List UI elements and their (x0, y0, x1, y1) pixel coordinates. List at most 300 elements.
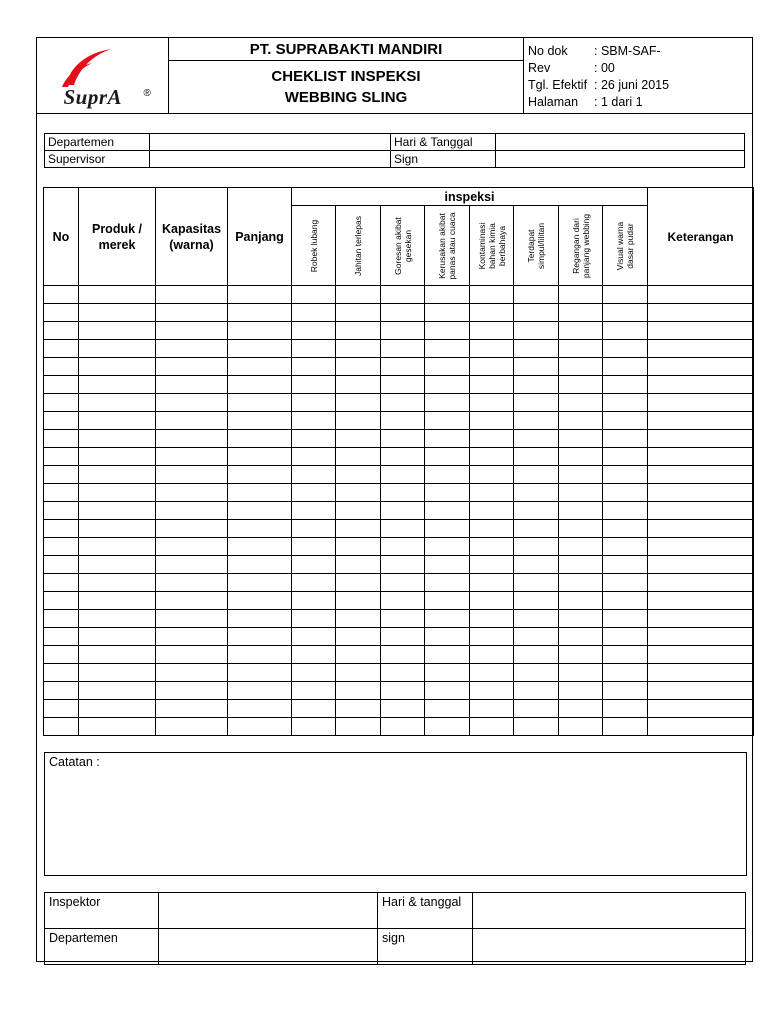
table-cell[interactable] (559, 304, 603, 322)
table-cell[interactable] (336, 412, 381, 430)
table-cell[interactable] (79, 574, 156, 592)
table-cell[interactable] (648, 592, 754, 610)
table-cell[interactable] (425, 682, 470, 700)
table-cell[interactable] (381, 610, 425, 628)
table-cell[interactable] (44, 646, 79, 664)
table-cell[interactable] (514, 376, 559, 394)
table-cell[interactable] (559, 574, 603, 592)
hari-tanggal-field-bottom[interactable] (473, 893, 746, 929)
sign-field-bottom[interactable] (473, 929, 746, 965)
inspektor-field[interactable] (159, 893, 378, 929)
table-cell[interactable] (381, 682, 425, 700)
table-cell[interactable] (381, 718, 425, 736)
table-cell[interactable] (381, 628, 425, 646)
table-cell[interactable] (559, 412, 603, 430)
table-cell[interactable] (514, 628, 559, 646)
table-cell[interactable] (470, 520, 514, 538)
sign-field[interactable] (496, 151, 745, 168)
table-cell[interactable] (156, 520, 228, 538)
table-cell[interactable] (44, 718, 79, 736)
table-cell[interactable] (292, 376, 336, 394)
table-cell[interactable] (603, 448, 648, 466)
table-cell[interactable] (44, 340, 79, 358)
table-cell[interactable] (603, 574, 648, 592)
table-cell[interactable] (292, 484, 336, 502)
table-cell[interactable] (559, 646, 603, 664)
table-cell[interactable] (381, 448, 425, 466)
table-cell[interactable] (44, 628, 79, 646)
table-cell[interactable] (648, 700, 754, 718)
table-cell[interactable] (648, 430, 754, 448)
table-cell[interactable] (292, 628, 336, 646)
table-cell[interactable] (470, 448, 514, 466)
table-cell[interactable] (648, 448, 754, 466)
table-cell[interactable] (559, 394, 603, 412)
table-cell[interactable] (648, 322, 754, 340)
table-cell[interactable] (336, 322, 381, 340)
table-cell[interactable] (156, 340, 228, 358)
table-cell[interactable] (425, 646, 470, 664)
table-cell[interactable] (648, 358, 754, 376)
table-cell[interactable] (514, 286, 559, 304)
table-cell[interactable] (381, 484, 425, 502)
table-cell[interactable] (44, 322, 79, 340)
table-cell[interactable] (425, 700, 470, 718)
table-cell[interactable] (228, 448, 292, 466)
table-cell[interactable] (79, 412, 156, 430)
table-cell[interactable] (603, 484, 648, 502)
table-cell[interactable] (425, 520, 470, 538)
table-cell[interactable] (559, 430, 603, 448)
table-cell[interactable] (228, 700, 292, 718)
table-cell[interactable] (292, 520, 336, 538)
table-cell[interactable] (228, 538, 292, 556)
table-cell[interactable] (336, 628, 381, 646)
table-cell[interactable] (470, 556, 514, 574)
table-cell[interactable] (381, 592, 425, 610)
table-cell[interactable] (514, 646, 559, 664)
table-cell[interactable] (292, 448, 336, 466)
table-cell[interactable] (514, 340, 559, 358)
table-cell[interactable] (292, 664, 336, 682)
table-cell[interactable] (470, 700, 514, 718)
table-cell[interactable] (603, 592, 648, 610)
table-cell[interactable] (514, 538, 559, 556)
table-cell[interactable] (228, 430, 292, 448)
table-cell[interactable] (648, 466, 754, 484)
table-cell[interactable] (44, 448, 79, 466)
table-cell[interactable] (425, 466, 470, 484)
table-cell[interactable] (470, 322, 514, 340)
table-cell[interactable] (470, 646, 514, 664)
table-cell[interactable] (470, 610, 514, 628)
table-cell[interactable] (603, 502, 648, 520)
table-cell[interactable] (44, 502, 79, 520)
table-cell[interactable] (425, 412, 470, 430)
table-cell[interactable] (470, 430, 514, 448)
table-cell[interactable] (514, 718, 559, 736)
table-cell[interactable] (44, 682, 79, 700)
table-cell[interactable] (648, 610, 754, 628)
table-cell[interactable] (648, 646, 754, 664)
table-cell[interactable] (79, 376, 156, 394)
table-cell[interactable] (79, 484, 156, 502)
table-cell[interactable] (603, 700, 648, 718)
table-cell[interactable] (228, 322, 292, 340)
table-cell[interactable] (514, 682, 559, 700)
table-cell[interactable] (425, 628, 470, 646)
table-cell[interactable] (336, 610, 381, 628)
table-cell[interactable] (79, 340, 156, 358)
table-cell[interactable] (228, 340, 292, 358)
table-cell[interactable] (292, 286, 336, 304)
table-cell[interactable] (292, 718, 336, 736)
table-cell[interactable] (514, 412, 559, 430)
table-cell[interactable] (79, 358, 156, 376)
table-cell[interactable] (559, 556, 603, 574)
table-cell[interactable] (44, 466, 79, 484)
table-cell[interactable] (381, 520, 425, 538)
table-cell[interactable] (336, 466, 381, 484)
table-cell[interactable] (648, 628, 754, 646)
table-cell[interactable] (648, 394, 754, 412)
table-cell[interactable] (292, 538, 336, 556)
table-cell[interactable] (79, 646, 156, 664)
table-cell[interactable] (44, 664, 79, 682)
table-cell[interactable] (470, 538, 514, 556)
table-cell[interactable] (336, 430, 381, 448)
table-cell[interactable] (425, 502, 470, 520)
table-cell[interactable] (336, 682, 381, 700)
table-cell[interactable] (44, 520, 79, 538)
table-cell[interactable] (292, 646, 336, 664)
table-cell[interactable] (156, 430, 228, 448)
table-cell[interactable] (648, 718, 754, 736)
table-cell[interactable] (336, 592, 381, 610)
table-cell[interactable] (79, 592, 156, 610)
table-cell[interactable] (336, 502, 381, 520)
table-cell[interactable] (559, 718, 603, 736)
table-cell[interactable] (156, 286, 228, 304)
table-cell[interactable] (603, 376, 648, 394)
table-cell[interactable] (603, 646, 648, 664)
table-cell[interactable] (648, 556, 754, 574)
table-cell[interactable] (228, 682, 292, 700)
table-cell[interactable] (292, 340, 336, 358)
table-cell[interactable] (425, 556, 470, 574)
table-cell[interactable] (425, 448, 470, 466)
table-cell[interactable] (425, 304, 470, 322)
table-cell[interactable] (381, 376, 425, 394)
table-cell[interactable] (44, 394, 79, 412)
table-cell[interactable] (648, 664, 754, 682)
table-cell[interactable] (381, 664, 425, 682)
table-cell[interactable] (648, 376, 754, 394)
table-cell[interactable] (44, 304, 79, 322)
table-cell[interactable] (44, 538, 79, 556)
table-cell[interactable] (514, 574, 559, 592)
table-cell[interactable] (470, 718, 514, 736)
table-cell[interactable] (559, 520, 603, 538)
table-cell[interactable] (79, 664, 156, 682)
table-cell[interactable] (470, 394, 514, 412)
table-cell[interactable] (514, 322, 559, 340)
table-cell[interactable] (292, 412, 336, 430)
table-cell[interactable] (470, 664, 514, 682)
table-cell[interactable] (559, 484, 603, 502)
table-cell[interactable] (514, 502, 559, 520)
table-cell[interactable] (425, 538, 470, 556)
table-cell[interactable] (559, 466, 603, 484)
table-cell[interactable] (381, 646, 425, 664)
table-cell[interactable] (425, 592, 470, 610)
table-cell[interactable] (336, 646, 381, 664)
table-cell[interactable] (44, 412, 79, 430)
table-cell[interactable] (79, 448, 156, 466)
table-cell[interactable] (603, 628, 648, 646)
table-cell[interactable] (603, 718, 648, 736)
table-cell[interactable] (79, 610, 156, 628)
table-cell[interactable] (156, 556, 228, 574)
table-cell[interactable] (425, 394, 470, 412)
table-cell[interactable] (156, 412, 228, 430)
table-cell[interactable] (44, 574, 79, 592)
table-cell[interactable] (228, 574, 292, 592)
table-cell[interactable] (156, 502, 228, 520)
table-cell[interactable] (559, 700, 603, 718)
table-cell[interactable] (381, 466, 425, 484)
table-cell[interactable] (44, 376, 79, 394)
table-cell[interactable] (44, 286, 79, 304)
table-cell[interactable] (336, 556, 381, 574)
table-cell[interactable] (292, 502, 336, 520)
table-cell[interactable] (648, 484, 754, 502)
table-cell[interactable] (514, 592, 559, 610)
table-cell[interactable] (514, 358, 559, 376)
table-cell[interactable] (603, 430, 648, 448)
table-cell[interactable] (156, 574, 228, 592)
table-cell[interactable] (336, 394, 381, 412)
table-cell[interactable] (156, 700, 228, 718)
table-cell[interactable] (514, 664, 559, 682)
table-cell[interactable] (292, 394, 336, 412)
table-cell[interactable] (470, 376, 514, 394)
table-cell[interactable] (381, 502, 425, 520)
table-cell[interactable] (79, 682, 156, 700)
table-cell[interactable] (156, 358, 228, 376)
table-cell[interactable] (79, 556, 156, 574)
table-cell[interactable] (603, 538, 648, 556)
table-cell[interactable] (228, 610, 292, 628)
table-cell[interactable] (559, 628, 603, 646)
departemen-field[interactable] (150, 134, 391, 151)
table-cell[interactable] (228, 502, 292, 520)
table-cell[interactable] (79, 394, 156, 412)
table-cell[interactable] (381, 700, 425, 718)
table-cell[interactable] (425, 376, 470, 394)
table-cell[interactable] (603, 304, 648, 322)
table-cell[interactable] (336, 700, 381, 718)
table-cell[interactable] (514, 394, 559, 412)
table-cell[interactable] (381, 340, 425, 358)
table-cell[interactable] (559, 610, 603, 628)
table-cell[interactable] (79, 700, 156, 718)
table-cell[interactable] (381, 286, 425, 304)
table-cell[interactable] (514, 304, 559, 322)
table-cell[interactable] (336, 718, 381, 736)
table-cell[interactable] (470, 304, 514, 322)
table-cell[interactable] (156, 466, 228, 484)
table-cell[interactable] (470, 484, 514, 502)
table-cell[interactable] (470, 286, 514, 304)
table-cell[interactable] (79, 430, 156, 448)
table-cell[interactable] (559, 664, 603, 682)
table-cell[interactable] (292, 430, 336, 448)
table-cell[interactable] (381, 304, 425, 322)
table-cell[interactable] (336, 376, 381, 394)
table-cell[interactable] (228, 304, 292, 322)
table-cell[interactable] (336, 358, 381, 376)
table-cell[interactable] (228, 628, 292, 646)
table-cell[interactable] (559, 340, 603, 358)
notes-box[interactable] (44, 752, 747, 876)
table-cell[interactable] (470, 682, 514, 700)
table-cell[interactable] (559, 448, 603, 466)
table-cell[interactable] (514, 556, 559, 574)
table-cell[interactable] (603, 358, 648, 376)
table-cell[interactable] (559, 538, 603, 556)
table-cell[interactable] (79, 520, 156, 538)
table-cell[interactable] (44, 430, 79, 448)
departemen-field-bottom[interactable] (159, 929, 378, 965)
table-cell[interactable] (425, 664, 470, 682)
table-cell[interactable] (381, 538, 425, 556)
table-cell[interactable] (156, 484, 228, 502)
table-cell[interactable] (156, 448, 228, 466)
table-cell[interactable] (425, 430, 470, 448)
table-cell[interactable] (44, 484, 79, 502)
table-cell[interactable] (156, 718, 228, 736)
table-cell[interactable] (648, 520, 754, 538)
table-cell[interactable] (514, 520, 559, 538)
table-cell[interactable] (336, 484, 381, 502)
table-cell[interactable] (79, 286, 156, 304)
table-cell[interactable] (603, 394, 648, 412)
table-cell[interactable] (603, 322, 648, 340)
table-cell[interactable] (603, 466, 648, 484)
table-cell[interactable] (44, 700, 79, 718)
table-cell[interactable] (603, 682, 648, 700)
table-cell[interactable] (292, 358, 336, 376)
table-cell[interactable] (156, 664, 228, 682)
table-cell[interactable] (425, 610, 470, 628)
table-cell[interactable] (648, 286, 754, 304)
table-cell[interactable] (79, 304, 156, 322)
table-cell[interactable] (292, 304, 336, 322)
table-cell[interactable] (79, 502, 156, 520)
table-cell[interactable] (425, 358, 470, 376)
table-cell[interactable] (79, 538, 156, 556)
table-cell[interactable] (292, 322, 336, 340)
table-cell[interactable] (156, 538, 228, 556)
table-cell[interactable] (648, 412, 754, 430)
table-cell[interactable] (381, 412, 425, 430)
table-cell[interactable] (514, 466, 559, 484)
table-cell[interactable] (336, 340, 381, 358)
table-cell[interactable] (425, 286, 470, 304)
table-cell[interactable] (44, 592, 79, 610)
table-cell[interactable] (381, 394, 425, 412)
table-cell[interactable] (228, 376, 292, 394)
table-cell[interactable] (228, 556, 292, 574)
table-cell[interactable] (156, 682, 228, 700)
table-cell[interactable] (44, 358, 79, 376)
table-cell[interactable] (425, 718, 470, 736)
table-cell[interactable] (292, 574, 336, 592)
table-cell[interactable] (156, 592, 228, 610)
table-cell[interactable] (228, 466, 292, 484)
table-cell[interactable] (603, 520, 648, 538)
table-cell[interactable] (228, 592, 292, 610)
table-cell[interactable] (156, 628, 228, 646)
table-cell[interactable] (336, 448, 381, 466)
table-cell[interactable] (514, 484, 559, 502)
table-cell[interactable] (156, 322, 228, 340)
table-cell[interactable] (648, 682, 754, 700)
table-cell[interactable] (228, 394, 292, 412)
table-cell[interactable] (336, 304, 381, 322)
table-cell[interactable] (292, 682, 336, 700)
table-cell[interactable] (292, 610, 336, 628)
table-cell[interactable] (470, 340, 514, 358)
table-cell[interactable] (381, 574, 425, 592)
table-cell[interactable] (228, 484, 292, 502)
table-cell[interactable] (79, 466, 156, 484)
table-cell[interactable] (425, 484, 470, 502)
table-cell[interactable] (603, 556, 648, 574)
table-cell[interactable] (292, 592, 336, 610)
table-cell[interactable] (79, 718, 156, 736)
table-cell[interactable] (603, 610, 648, 628)
table-cell[interactable] (381, 556, 425, 574)
table-cell[interactable] (156, 646, 228, 664)
table-cell[interactable] (156, 304, 228, 322)
table-cell[interactable] (514, 430, 559, 448)
table-cell[interactable] (425, 340, 470, 358)
table-cell[interactable] (603, 286, 648, 304)
table-cell[interactable] (228, 664, 292, 682)
table-cell[interactable] (514, 610, 559, 628)
table-cell[interactable] (603, 664, 648, 682)
hari-tanggal-field[interactable] (496, 134, 745, 151)
table-cell[interactable] (559, 358, 603, 376)
table-cell[interactable] (44, 610, 79, 628)
table-cell[interactable] (648, 340, 754, 358)
table-cell[interactable] (470, 412, 514, 430)
table-cell[interactable] (648, 304, 754, 322)
table-cell[interactable] (292, 700, 336, 718)
table-cell[interactable] (381, 322, 425, 340)
table-cell[interactable] (470, 358, 514, 376)
table-cell[interactable] (336, 664, 381, 682)
table-cell[interactable] (648, 502, 754, 520)
table-cell[interactable] (156, 376, 228, 394)
table-cell[interactable] (381, 358, 425, 376)
table-cell[interactable] (79, 628, 156, 646)
table-cell[interactable] (648, 574, 754, 592)
table-cell[interactable] (470, 574, 514, 592)
table-cell[interactable] (559, 502, 603, 520)
